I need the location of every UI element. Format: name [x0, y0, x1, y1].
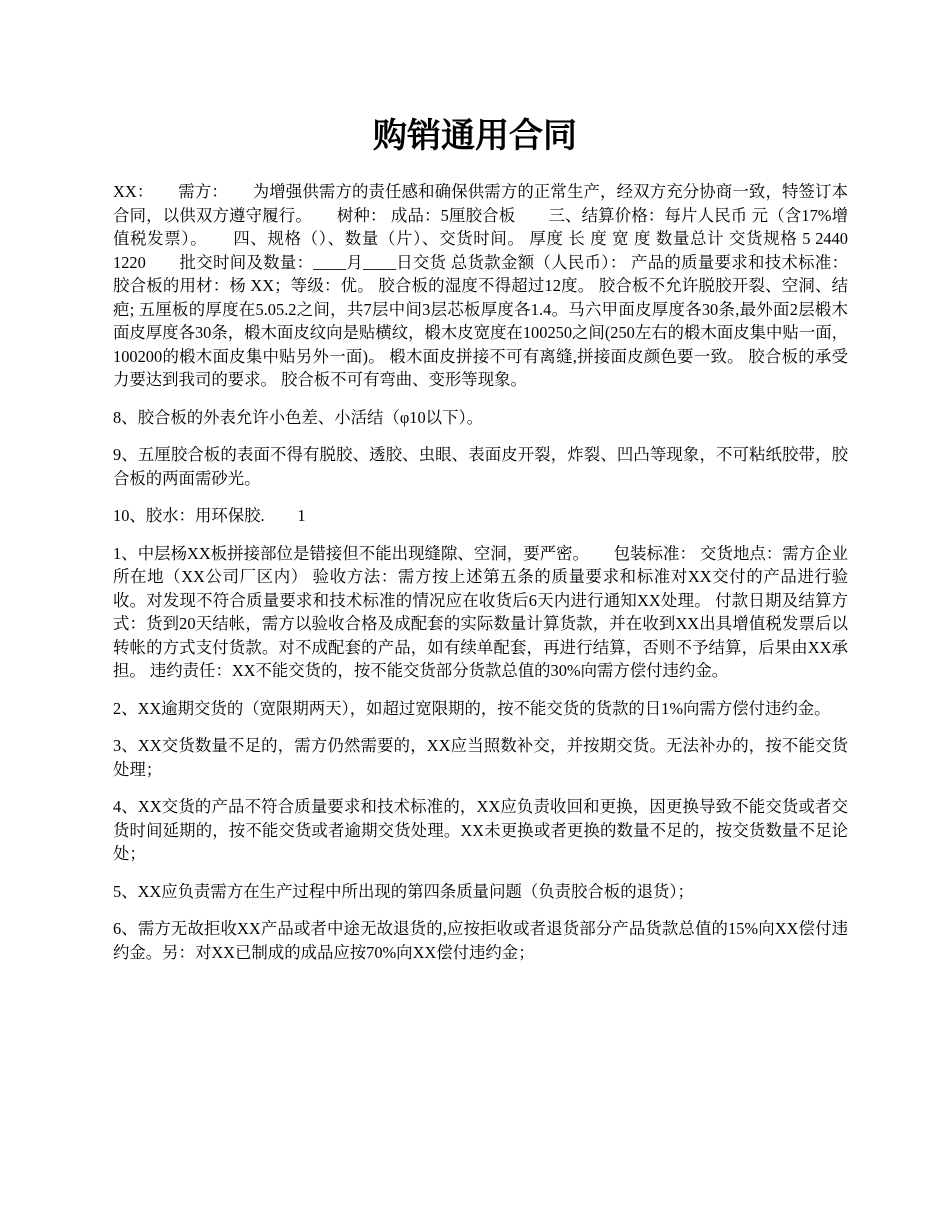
paragraph-liability-2: 2、XX逾期交货的（宽限期两天），如超过宽限期的，按不能交货的货款的日1%向需方偿付违约金。: [113, 698, 831, 718]
document-body: [113, 180, 848, 978]
paragraph-acceptance-payment: 1、中层杨XX板拼接部位是错接但不能出现缝隙、空洞，要严密。 包装标准： 交货地点：需方企业所在地（XX公司厂区内） 验收方法：需方按上述第五条的质量要求和标准对XX交付的产品进行验收。对发现不符合质量要求和技术标准的情况应在收货后6天内进行通知XX处理。 付款日期及结算方式：货到20天结帐，需方以验收合格及成配套的实际数量计算货款，并在收到XX出具增值税发票后以转帐的方式支付货款。对不成配套的产品，如有续单配套，再进行结算，否则不予结算，后果由XX承担。 违约责任：XX不能交货的，按不能交货部分货款总值的30%向需方偿付违约金。: [113, 543, 848, 680]
paragraph-item-8: 8、胶合板的外表允许小色差、小活结（φ10以下）。: [113, 407, 484, 427]
paragraph-item-10: 10、胶水：用环保胶. 1: [113, 506, 306, 525]
paragraph-liability-5: 5、XX应负责需方在生产过程中所出现的第四条质量问题（负责胶合板的退货）；: [113, 881, 694, 901]
paragraph-intro-and-specs: XX： 需方： 为增强供需方的责任感和确保供需方的正常生产，经双方充分协商一致，特签订本合同，以供双方遵守履行。 树种： 成品：5厘胶合板 三、结算价格：每片人民币 元（含17%增值税发票）。 四、规格（）、数量（片）、交货时间。 厚度 长 度 宽 度 数量总计 交货规格 5 2440 1220 批交时间及数量：____月____日交货 总货款金额（人民币）： 产品的质量要求和技术标准： 胶合板的用材：杨 XX；等级：优。 胶合板的湿度不得超过12度。 胶合板不允许脱胶开裂、空洞、结疤; 五厘板的厚度在5.05.2之间，共7层中间3层芯板厚度各1.4。马六甲面皮厚度各30条,最外面2层椴木面皮厚度各30条，椴木面皮纹向是贴横纹，椴木皮宽度在100250之间(250左右的椴木面皮集中贴一面，100200的椴木面皮集中贴另外一面)。 椴木面皮拼接不可有离缝,拼接面皮颜色要一致。 胶合板的承受力要达到我司的要求。 胶合板不可有弯曲、变形等现象。: [113, 182, 848, 389]
document-title: 购销通用合同: [373, 116, 577, 156]
paragraph-item-9: 9、五厘胶合板的表面不得有脱胶、透胶、虫眼、表面皮开裂，炸裂、凹凸等现象，不可粘纸胶带，胶合板的两面需砂光。: [113, 445, 848, 488]
paragraph-liability-3: 3、XX交货数量不足的，需方仍然需要的，XX应当照数补交，并按期交货。无法补办的，按不能交货处理；: [113, 736, 848, 779]
paragraph-liability-6: 6、需方无故拒收XX产品或者中途无故退货的,应按拒收或者退货部分产品货款总值的15%向XX偿付违约金。另：对XX已制成的成品应按70%向XX偿付违约金；: [113, 919, 848, 962]
paragraph-liability-4: 4、XX交货的产品不符合质量要求和技术标准的，XX应负责收回和更换，因更换导致不能交货或者交货时间延期的，按不能交货或者逾期交货处理。XX未更换或者更换的数量不足的，按交货数量不足论处；: [113, 797, 848, 863]
